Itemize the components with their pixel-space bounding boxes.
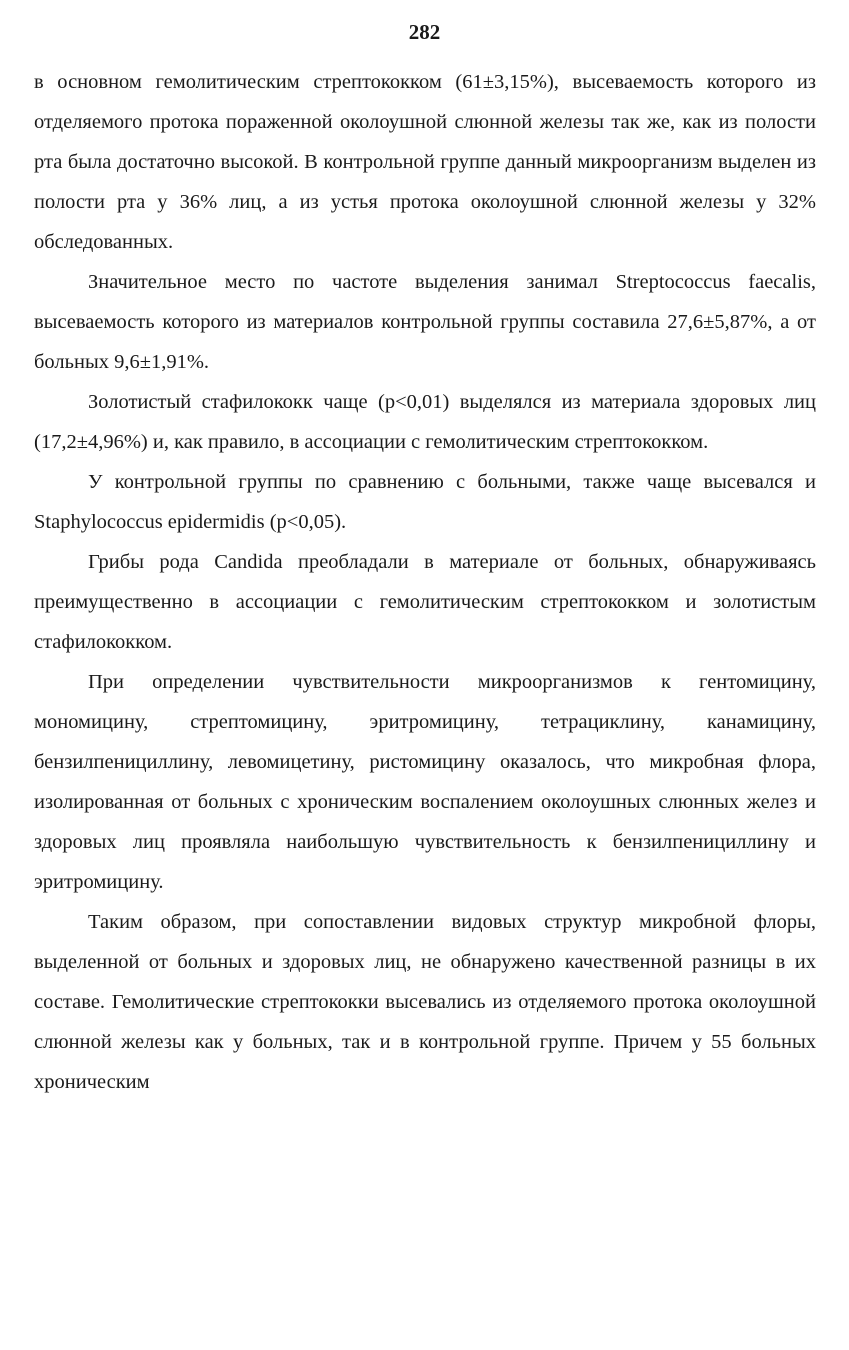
paragraph-2: Значительное место по частоте выделения занимал Streptococcus faecalis, высеваемость которого из материалов контрольной группы составила 27,6±5,87%, а от больных 9,6±1,91%. xyxy=(34,271,816,373)
body-text xyxy=(34,62,816,1102)
paragraph-1: в основном гемолитическим стрептококком (61±3,15%), высеваемость которого из отделяемого протока пораженной околоушной слюнной железы так же, как из полости рта была достаточно высокой. В контрольной группе данный микроорганизм выделен из полости рта у 36% лиц, а из устья протока околоушной слюнной железы у 32% обследованных. xyxy=(34,71,816,253)
paragraph-3: Золотистый стафилококк чаще (р<0,01) выделялся из материала здоровых лиц (17,2±4,96%) и, как правило, в ассоциации с гемолитическим стрептококком. xyxy=(34,391,816,453)
paragraph-4: У контрольной группы по сравнению с больными, также чаще высевался и Staphylococcus epidermidis (р<0,05). xyxy=(34,471,816,533)
paragraph-6: При определении чувствительности микроорганизмов к гентомицину, мономицину, стрептомицину, эритромицину, тетрациклину, канамицину, бензилпенициллину, левомицетину, ристомицину оказалось, что микробная флора, изолированная от больных с хроническим воспалением околоушных слюнных желез и здоровых лиц проявляла наибольшую чувствительность к бензилпенициллину и эритромицину. xyxy=(34,671,816,893)
page-number: 282 xyxy=(408,20,441,44)
paragraph-7: Таким образом, при сопоставлении видовых структур микробной флоры, выделенной от больных и здоровых лиц, не обнаружено качественной разницы в их составе. Гемолитические стрептококки высевались из отделяемого протока околоушной слюнной железы как у больных, так и в контрольной группе. Причем у 55 больных хроническим xyxy=(34,911,816,1093)
paragraph-5: Грибы рода Candida преобладали в материале от больных, обнаруживаясь преимущественно в ассоциации с гемолитическим стрептококком и золотистым стафилококком. xyxy=(34,551,816,653)
